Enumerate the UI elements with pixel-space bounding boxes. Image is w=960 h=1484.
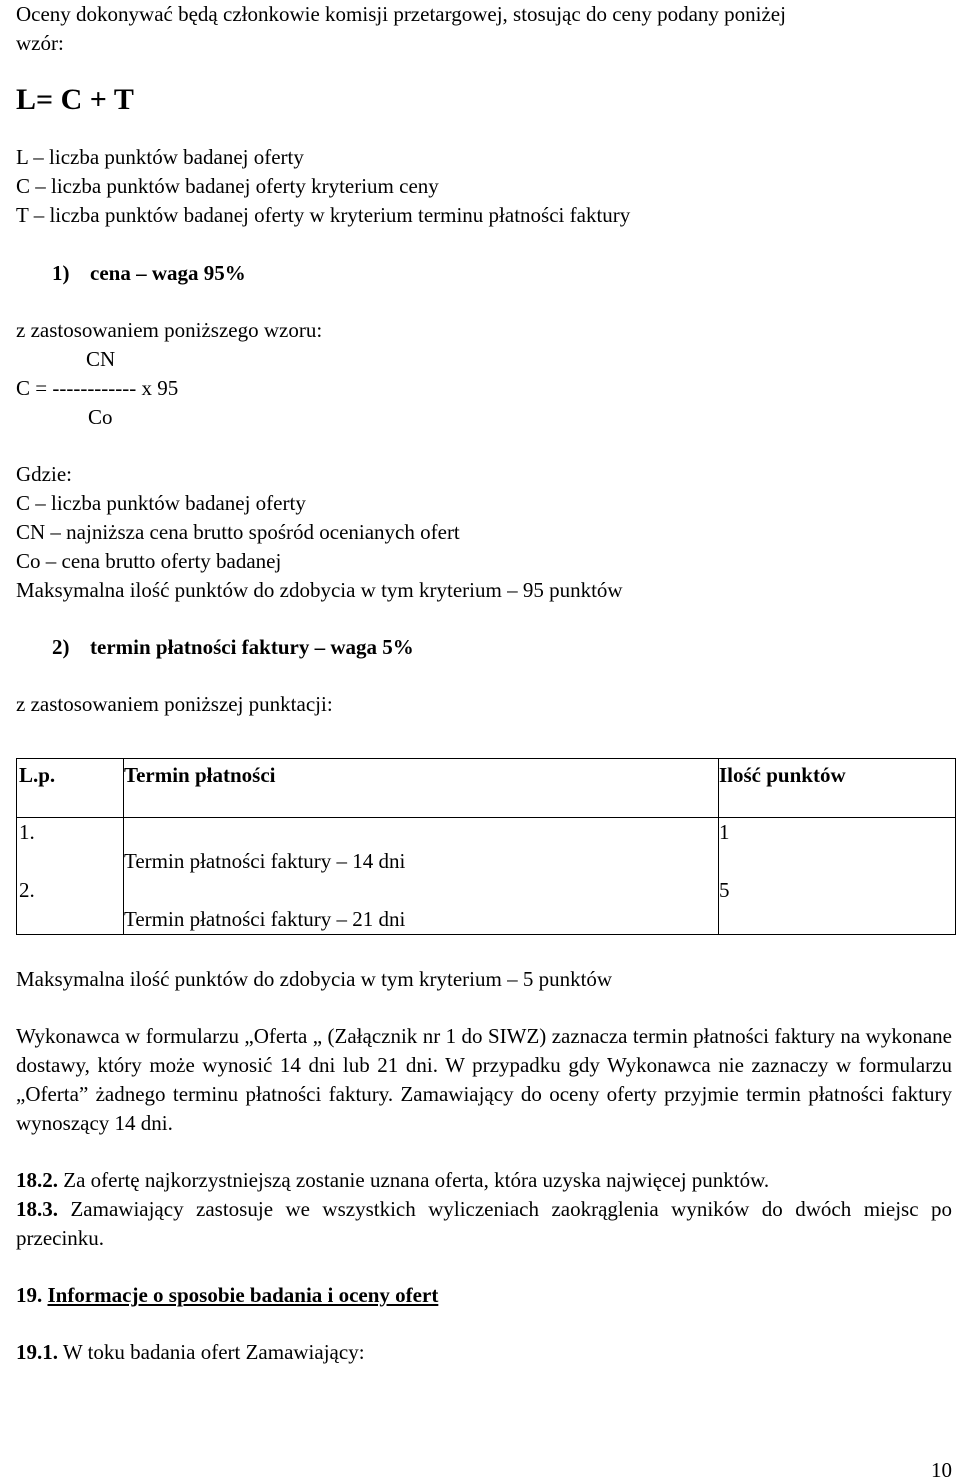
section-19-title: Informacje o sposobie badania i oceny ofert — [47, 1283, 439, 1307]
criterion-1-title: cena – waga 95% — [90, 261, 246, 285]
where-heading: Gdzie: — [16, 462, 72, 486]
intro-line-2: wzór: — [16, 31, 64, 55]
section-19-heading — [16, 1281, 956, 1310]
row-term: Termin płatności faktury – 21 dni — [124, 876, 719, 935]
header-lp: L.p. — [17, 759, 124, 818]
section-18-2-number: 18.2. — [16, 1168, 58, 1192]
criterion-1-number: 1) — [52, 261, 70, 285]
header-points: Ilość punktów — [719, 759, 956, 818]
table-row — [17, 818, 956, 877]
row-lp: 1. — [17, 818, 124, 877]
page-number: 10 — [931, 1458, 952, 1482]
header-term: Termin płatności — [124, 759, 719, 818]
where-item: CN – najniższa cena brutto spośród ocenianych ofert — [16, 520, 460, 544]
document-page — [16, 0, 956, 1367]
table-row — [17, 876, 956, 935]
criterion-2-number: 2) — [52, 635, 70, 659]
row-term: Termin płatności faktury – 14 dni — [124, 818, 719, 877]
legend-item: C – liczba punktów badanej oferty kryterium ceny — [16, 174, 439, 198]
points-table-wrap — [16, 758, 956, 935]
row-points: 5 — [719, 876, 956, 935]
section-18-3-text: Zamawiający zastosuje we wszystkich wyliczeniach zaokrąglenia wyników do dwóch miejsc po przecinku. — [16, 1197, 952, 1250]
section-19-number: 19. — [16, 1283, 43, 1307]
main-formula: L= C + T — [16, 83, 134, 116]
section-19-1-number: 19.1. — [16, 1340, 58, 1364]
legend-item: L – liczba punktów badanej oferty — [16, 145, 304, 169]
where-item: Maksymalna ilość punktów do zdobycia w tym kryterium – 95 punktów — [16, 578, 623, 602]
max-points-2: Maksymalna ilość punktów do zdobycia w tym kryterium – 5 punktów — [16, 967, 613, 991]
row-points: 1 — [719, 818, 956, 877]
section-19-1 — [16, 1338, 956, 1367]
criterion-2-lead: z zastosowaniem poniższej punktacji: — [16, 692, 333, 716]
section-18-3 — [16, 1195, 952, 1253]
legend-item: T – liczba punktów badanej oferty w kryterium terminu płatności faktury — [16, 203, 631, 227]
row-lp: 2. — [17, 876, 124, 935]
fraction-denominator: Co — [88, 405, 113, 429]
fraction-line: C = ------------ x 95 — [16, 376, 179, 400]
criterion-2-heading — [16, 633, 956, 662]
criterion-1-heading — [16, 259, 956, 288]
section-18-2-text: Za ofertę najkorzystniejszą zostanie uznana oferta, która uzyska najwięcej punktów. — [63, 1168, 770, 1192]
section-19-1-text: W toku badania ofert Zamawiający: — [62, 1340, 365, 1364]
criterion-2-title: termin płatności faktury – waga 5% — [90, 635, 414, 659]
criterion-1-lead: z zastosowaniem poniższego wzoru: — [16, 318, 323, 342]
fraction-numerator: CN — [86, 347, 116, 371]
intro-line-1: Oceny dokonywać będą członkowie komisji przetargowej, stosując do ceny podany poniżej — [16, 2, 786, 26]
section-18-3-number: 18.3. — [16, 1197, 58, 1221]
points-table — [16, 758, 956, 935]
section-18-2 — [16, 1166, 956, 1195]
legend-list — [16, 143, 956, 230]
table-header-row — [17, 759, 956, 818]
payment-paragraph: Wykonawca w formularzu „Oferta „ (Załącznik nr 1 do SIWZ) zaznacza termin płatności faktury na wykonane dostawy, który może wynosić 14 dni lub 21 dni. W przypadku gdy Wykonawca nie zaznaczy w formularzu „Oferta” żadnego terminu płatności faktury. Zamawiający do oceny oferty przyjmie termin płatności faktury wynoszący 14 dni. — [16, 1024, 952, 1135]
where-item: Co – cena brutto oferty badanej — [16, 549, 282, 573]
where-item: C – liczba punktów badanej oferty — [16, 491, 306, 515]
